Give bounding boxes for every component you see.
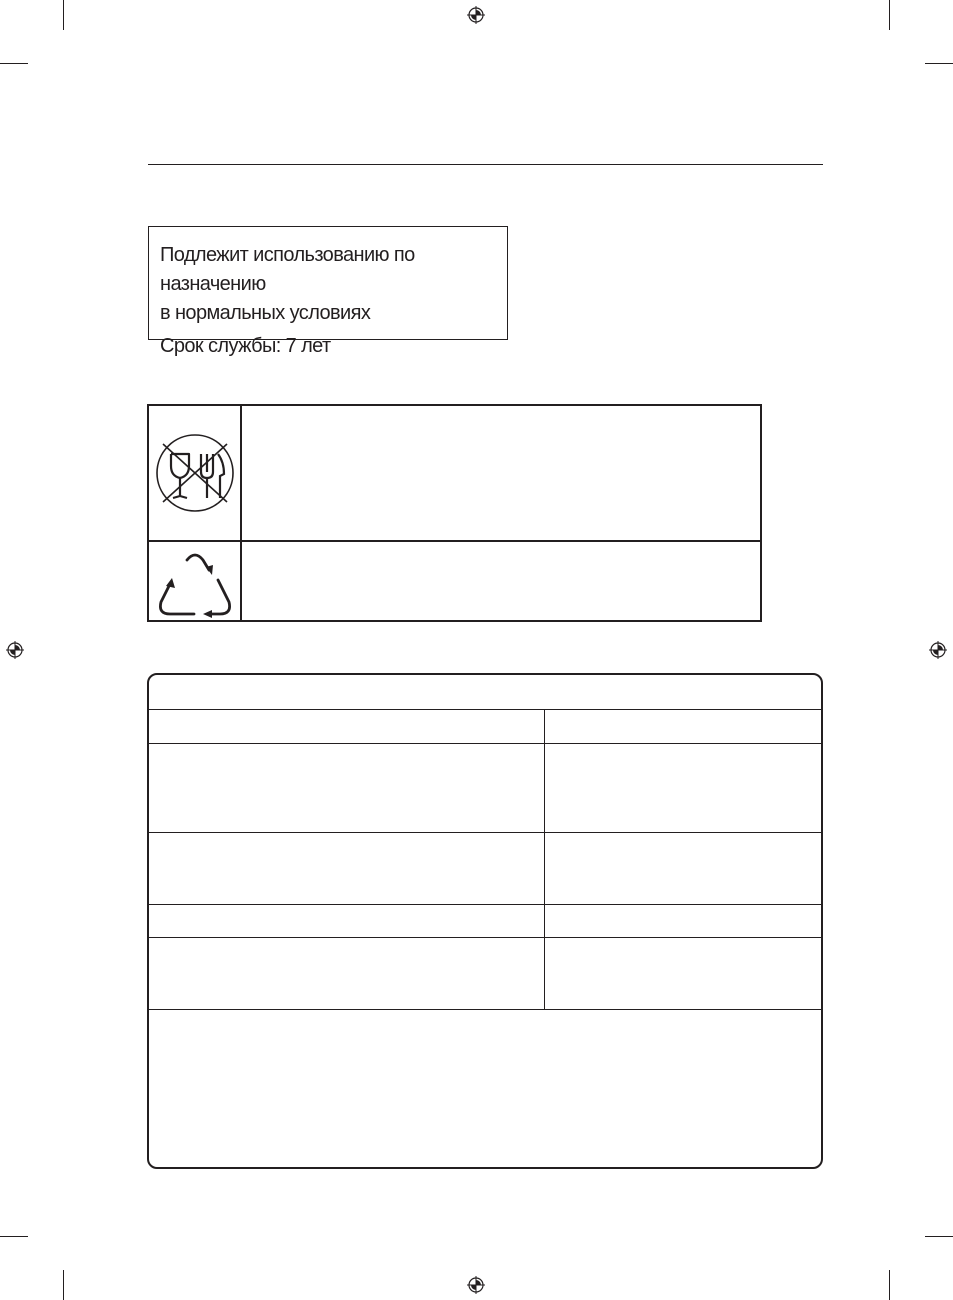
symbol-table bbox=[147, 404, 762, 622]
crop-mark bbox=[889, 1270, 890, 1300]
service-life-notice bbox=[148, 226, 508, 357]
header-rule bbox=[148, 164, 823, 165]
registration-mark-icon bbox=[929, 641, 947, 659]
notice-line-2: в нормальных условиях bbox=[160, 302, 371, 324]
table-row-divider bbox=[149, 709, 821, 710]
table-column-divider bbox=[544, 709, 545, 1010]
not-for-food-contact-icon bbox=[154, 432, 236, 514]
table-row-divider bbox=[149, 832, 821, 833]
crop-mark bbox=[889, 0, 890, 30]
registration-mark-icon bbox=[467, 6, 485, 24]
crop-mark bbox=[925, 1236, 953, 1237]
table-row-divider bbox=[149, 743, 821, 744]
crop-mark bbox=[63, 1270, 64, 1300]
crop-mark bbox=[63, 0, 64, 30]
table-row-divider bbox=[149, 937, 821, 938]
crop-mark bbox=[0, 63, 28, 64]
table-divider bbox=[149, 540, 760, 542]
notice-line-3: Срок службы: 7 лет bbox=[160, 335, 331, 357]
table-divider bbox=[240, 406, 242, 620]
notice-line-1: Подлежит использованию по назначению bbox=[160, 244, 415, 295]
empty-table bbox=[147, 673, 823, 1169]
recycle-icon bbox=[158, 550, 232, 618]
registration-mark-icon bbox=[467, 1276, 485, 1294]
crop-mark bbox=[0, 1236, 28, 1237]
registration-mark-icon bbox=[6, 641, 24, 659]
table-row-divider bbox=[149, 1009, 821, 1010]
crop-mark bbox=[925, 63, 953, 64]
table-row-divider bbox=[149, 904, 821, 905]
